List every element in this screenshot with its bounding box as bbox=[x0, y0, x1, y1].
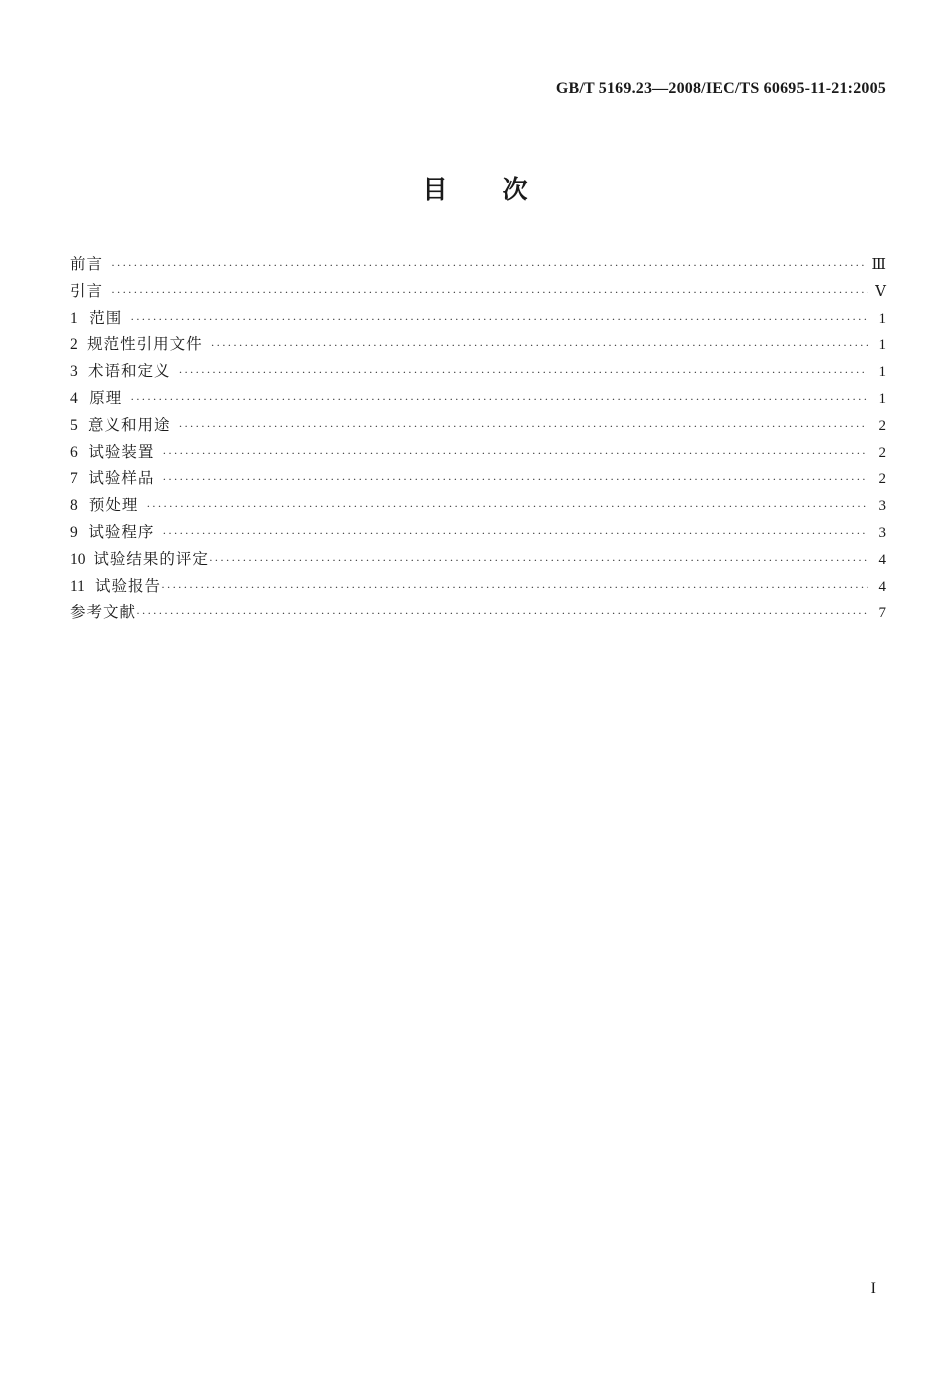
table-of-contents bbox=[70, 252, 886, 627]
toc-entry-label: 试验装置 bbox=[88, 442, 155, 461]
page-number: I bbox=[870, 1280, 876, 1297]
toc-entry-introduction[interactable] bbox=[70, 279, 886, 306]
toc-entry-label: 预处理 bbox=[88, 496, 139, 515]
toc-leader-dots bbox=[130, 392, 868, 407]
toc-entry-page: 3 bbox=[878, 498, 886, 515]
toc-leader-dots bbox=[178, 365, 868, 380]
toc-entry-page: 1 bbox=[878, 337, 886, 354]
toc-entry-3[interactable] bbox=[70, 359, 886, 386]
toc-entry-label: 试验程序 bbox=[88, 522, 155, 541]
toc-entry-bibliography[interactable] bbox=[70, 600, 886, 627]
toc-entry-page: 4 bbox=[878, 551, 886, 568]
toc-leader-dots bbox=[211, 338, 868, 353]
toc-entry-label: 术语和定义 bbox=[87, 362, 171, 381]
toc-entry-2[interactable] bbox=[70, 332, 886, 359]
toc-entry-label: 参考文献 bbox=[70, 603, 137, 622]
toc-leader-dots bbox=[209, 553, 868, 568]
toc-entry-page: 2 bbox=[878, 444, 886, 461]
toc-entry-11[interactable] bbox=[70, 574, 886, 601]
toc-leader-dots bbox=[162, 446, 868, 461]
toc-entry-page: 2 bbox=[878, 471, 886, 488]
toc-leader-dots bbox=[111, 258, 866, 273]
toc-entry-page: 3 bbox=[878, 524, 886, 541]
toc-entry-number: 1 bbox=[70, 309, 78, 327]
toc-entry-number: 9 bbox=[70, 523, 78, 541]
toc-entry-page: 1 bbox=[878, 390, 886, 407]
toc-entry-label: 范围 bbox=[89, 308, 123, 327]
toc-entry-number: 5 bbox=[70, 416, 78, 434]
toc-entry-number: 2 bbox=[70, 336, 78, 354]
toc-leader-dots bbox=[178, 419, 868, 434]
toc-entry-label: 前言 bbox=[70, 255, 104, 273]
toc-leader-dots bbox=[136, 606, 868, 621]
toc-entry-label: 意义和用途 bbox=[87, 415, 171, 434]
toc-leader-dots bbox=[146, 499, 868, 514]
toc-entry-label: 试验报告 bbox=[95, 576, 162, 595]
toc-entry-number: 8 bbox=[70, 497, 78, 515]
toc-entry-6[interactable] bbox=[70, 440, 886, 467]
toc-entry-page: Ⅲ bbox=[871, 257, 886, 273]
toc-entry-number: 10 bbox=[70, 550, 86, 568]
standard-code: GB/T 5169.23—2008/IEC/TS 60695-11-21:2005 bbox=[555, 80, 886, 97]
toc-entry-10[interactable] bbox=[70, 547, 886, 574]
toc-entry-5[interactable] bbox=[70, 413, 886, 440]
toc-entry-number: 11 bbox=[70, 577, 85, 595]
toc-entry-7[interactable] bbox=[70, 466, 886, 493]
toc-leader-dots bbox=[161, 580, 868, 595]
toc-entry-page: Ⅴ bbox=[875, 283, 886, 300]
toc-entry-number: 3 bbox=[70, 363, 78, 381]
toc-entry-number: 4 bbox=[70, 389, 78, 407]
toc-entry-page: 4 bbox=[878, 578, 886, 595]
toc-entry-number: 6 bbox=[70, 443, 78, 461]
toc-entry-page: 1 bbox=[878, 364, 886, 381]
toc-entry-8[interactable] bbox=[70, 493, 886, 520]
toc-entry-label: 引言 bbox=[70, 281, 104, 300]
toc-entry-page: 1 bbox=[878, 310, 886, 327]
toc-leader-dots bbox=[111, 285, 868, 300]
toc-entry-page: 2 bbox=[878, 417, 886, 434]
toc-leader-dots bbox=[162, 526, 868, 541]
toc-entry-number: 7 bbox=[70, 470, 78, 488]
toc-entry-label: 试验样品 bbox=[88, 469, 155, 488]
toc-leader-dots bbox=[162, 472, 868, 487]
toc-entry-page: 7 bbox=[878, 605, 886, 622]
toc-entry-foreword[interactable] bbox=[70, 252, 886, 279]
toc-entry-label: 原理 bbox=[89, 388, 123, 407]
toc-entry-9[interactable] bbox=[70, 520, 886, 547]
toc-entry-label: 试验结果的评定 bbox=[93, 549, 209, 568]
page-title: 目次 bbox=[422, 175, 583, 204]
toc-entry-1[interactable] bbox=[70, 306, 886, 333]
toc-entry-4[interactable] bbox=[70, 386, 886, 413]
toc-leader-dots bbox=[130, 312, 868, 327]
toc-entry-label: 规范性引用文件 bbox=[87, 335, 203, 354]
